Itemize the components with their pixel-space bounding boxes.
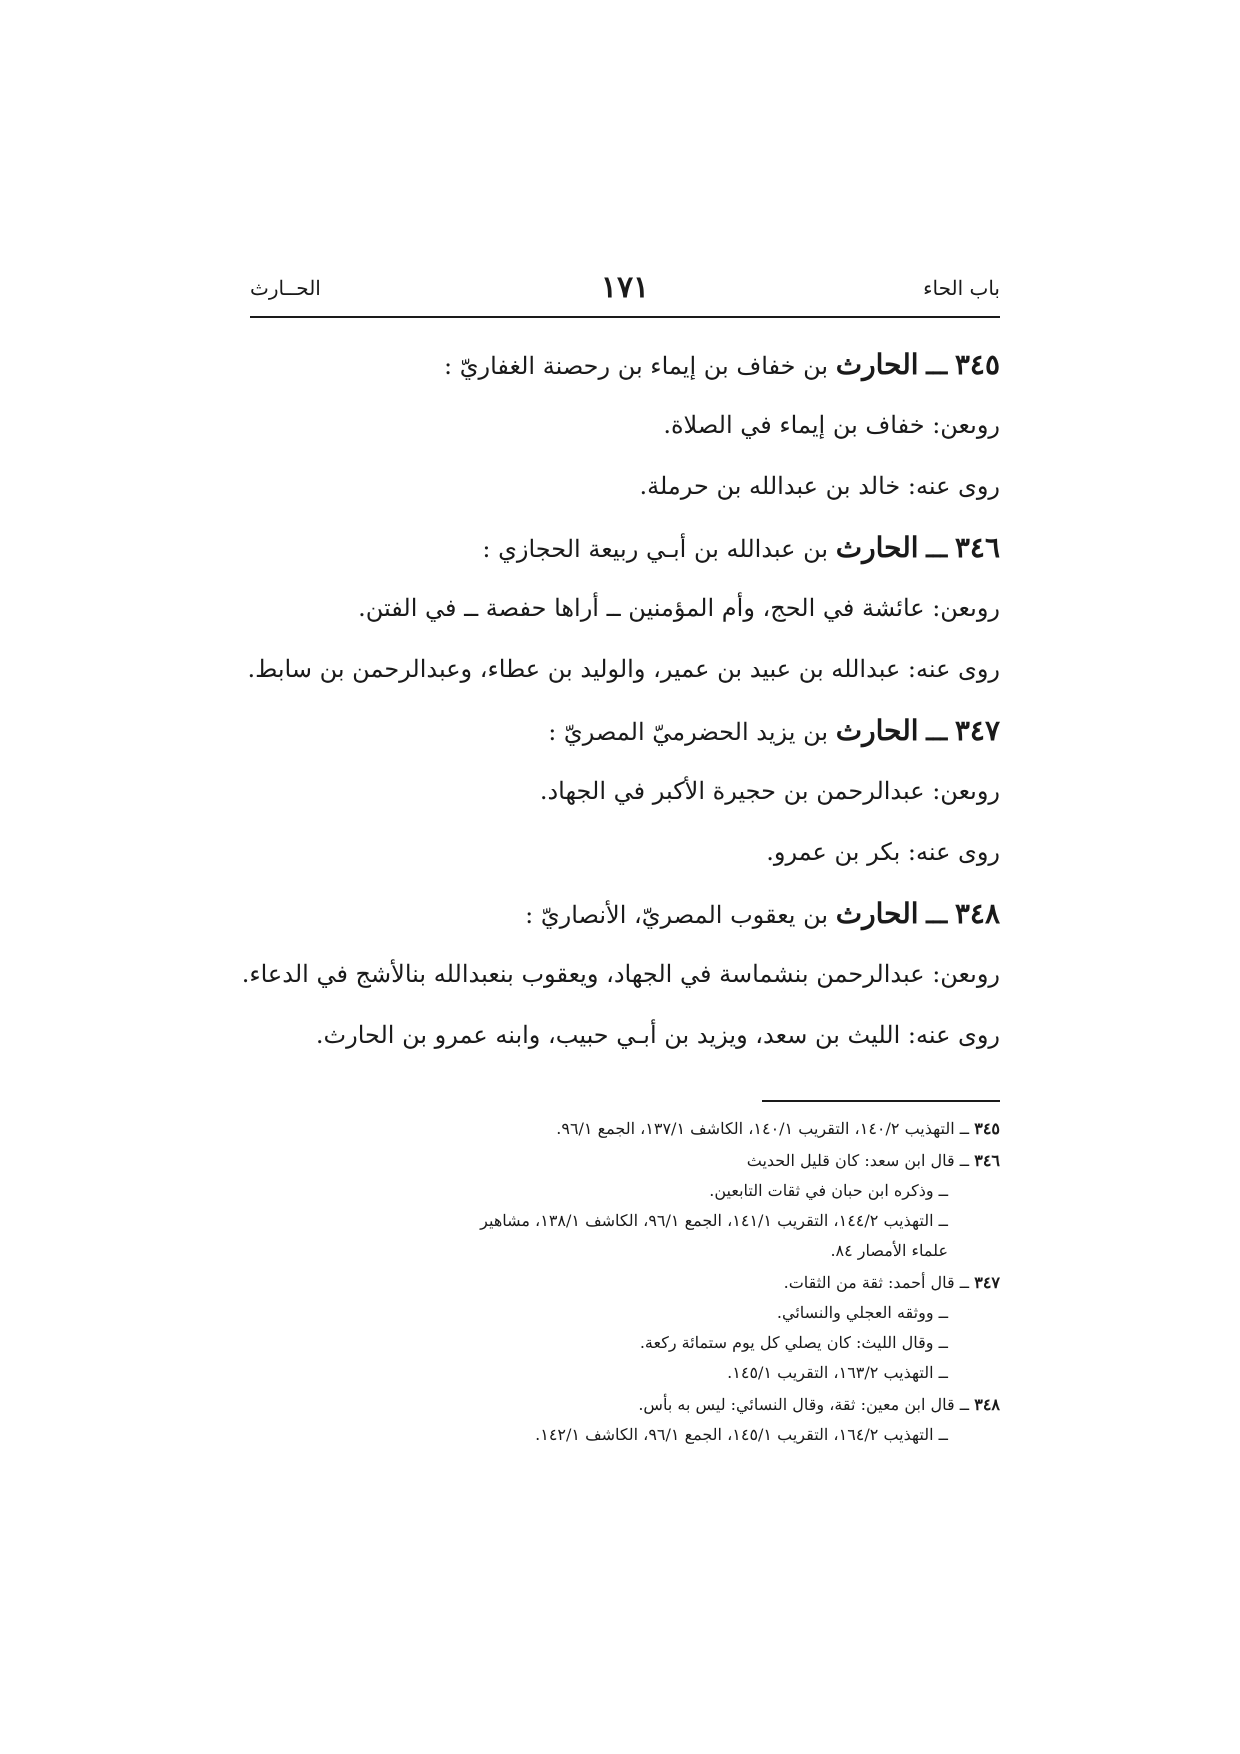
dash: ـــ <box>926 351 948 380</box>
footnote <box>250 1146 1000 1266</box>
footnote-text: قال ابن سعد: كان قليل الحديث <box>746 1151 955 1170</box>
footnote-number: ٣٤٧ <box>974 1273 1000 1292</box>
entry <box>241 883 1000 1066</box>
book-page <box>241 270 1000 1450</box>
entry-name: الحارث <box>835 531 919 564</box>
footnote-text: قال أحمد: ثقة من الثقات. <box>783 1273 955 1292</box>
entry-number: ٣٤٨ <box>954 897 1000 930</box>
footnote <box>250 1268 1000 1388</box>
entry <box>250 334 1000 517</box>
entry <box>250 700 1000 883</box>
dash: ـــ <box>926 534 948 563</box>
footnote-line <box>250 1268 1000 1298</box>
entry-title <box>250 700 1000 761</box>
narrated-by: روى عنه: عبدالله بن عبيد بن عمير، والوليد بن عطاء، وعبدالرحمن بن سابط. <box>247 655 1000 683</box>
entry-number: ٣٤٧ <box>954 714 1000 747</box>
entry-title <box>250 883 1000 944</box>
section-title: باب الحاء <box>923 276 1000 300</box>
dash: ـــ <box>926 717 948 746</box>
dash: ــ <box>954 1119 970 1138</box>
entry-number: ٣٤٦ <box>954 531 1000 564</box>
entries <box>241 334 1000 1066</box>
footnote-line: ــ ووثقه العجلي والنسائي. <box>776 1303 948 1322</box>
footnote-line: ــ وذكره ابن حبان في ثقات التابعين. <box>709 1181 948 1200</box>
narrated-by: روى عنه: بكر بن عمرو. <box>766 838 1000 866</box>
footnote-number: ٣٤٦ <box>974 1151 1000 1170</box>
dash: ــ <box>954 1151 970 1170</box>
narrated-from: روىعن: خفاف بن إيماء في الصلاة. <box>663 411 1000 439</box>
footnote <box>250 1390 1000 1450</box>
entry-lineage: بن يعقوب المصريّ، الأنصاريّ : <box>525 901 829 929</box>
running-header <box>250 270 1000 318</box>
footnote-number: ٣٤٨ <box>974 1395 1000 1414</box>
dash: ــ <box>954 1395 970 1414</box>
footnote-text: قال ابن معين: ثقة، وقال النسائي: ليس به بأس. <box>638 1395 955 1414</box>
entry-name: الحارث <box>835 714 919 747</box>
footnote-line <box>250 1146 1000 1176</box>
footnote-line <box>250 1114 1000 1144</box>
entry-lineage: بن يزيد الحضرميّ المصريّ : <box>548 718 829 746</box>
footnote-separator <box>762 1100 1000 1112</box>
entry-lineage: بن خفاف بن إيماء بن رحصنة الغفاريّ : <box>444 352 829 380</box>
entry-name: الحارث <box>835 348 919 381</box>
footnote-text: التهذيب ١٤٠/٢، التقريب ١٤٠/١، الكاشف ١٣٧/١، الجمع ٩٦/١. <box>556 1119 955 1138</box>
footnote-line: ــ وقال الليث: كان يصلي كل يوم ستمائة ركعة. <box>639 1333 948 1352</box>
footnote-line <box>250 1390 1000 1420</box>
entry-title <box>250 334 1000 395</box>
footnote <box>250 1114 1000 1144</box>
footnote-number: ٣٤٥ <box>974 1119 1000 1138</box>
entry-title <box>250 517 1000 578</box>
entry-lineage: بن عبدالله بن أبـي ربيعة الحجازي : <box>482 535 829 563</box>
narrated-from: روىعن: عائشة في الحج، وأم المؤمنين ــ أراها حفصة ــ في الفتن. <box>358 594 1000 622</box>
page-number: ١٧١ <box>600 270 650 305</box>
footnote-line: ــ التهذيب ١٦٣/٢، التقريب ١٤٥/١. <box>727 1363 948 1382</box>
footnote-line: ــ التهذيب ١٦٤/٢، التقريب ١٤٥/١، الجمع ٩٦/١، الكاشف ١٤٢/١. <box>535 1425 948 1444</box>
dash: ــ <box>954 1273 970 1292</box>
narrated-from: روىعن: عبدالرحمن بن حجيرة الأكبر في الجهاد. <box>539 777 1000 805</box>
entry <box>247 517 1000 700</box>
entry-name: الحارث <box>835 897 919 930</box>
dash: ـــ <box>926 900 948 929</box>
narrated-by: روى عنه: الليث بن سعد، ويزيد بن أبـي حبيب، وابنه عمرو بن الحارث. <box>315 1021 1000 1049</box>
narrated-from: روىعن: عبدالرحمن بنشماسة في الجهاد، ويعقوب بنعبدالله بنالأشج في الدعاء. <box>241 960 1000 988</box>
footnotes <box>250 1114 1000 1450</box>
narrated-by: روى عنه: خالد بن عبدالله بن حرملة. <box>639 472 1000 500</box>
running-name: الحــارث <box>250 276 321 300</box>
footnote-line: علماء الأمصار ٨٤. <box>830 1241 948 1260</box>
entry-number: ٣٤٥ <box>954 348 1000 381</box>
footnote-line: ــ التهذيب ١٤٤/٢، التقريب ١٤١/١، الجمع ٩٦/١، الكاشف ١٣٨/١، مشاهير <box>480 1211 948 1230</box>
